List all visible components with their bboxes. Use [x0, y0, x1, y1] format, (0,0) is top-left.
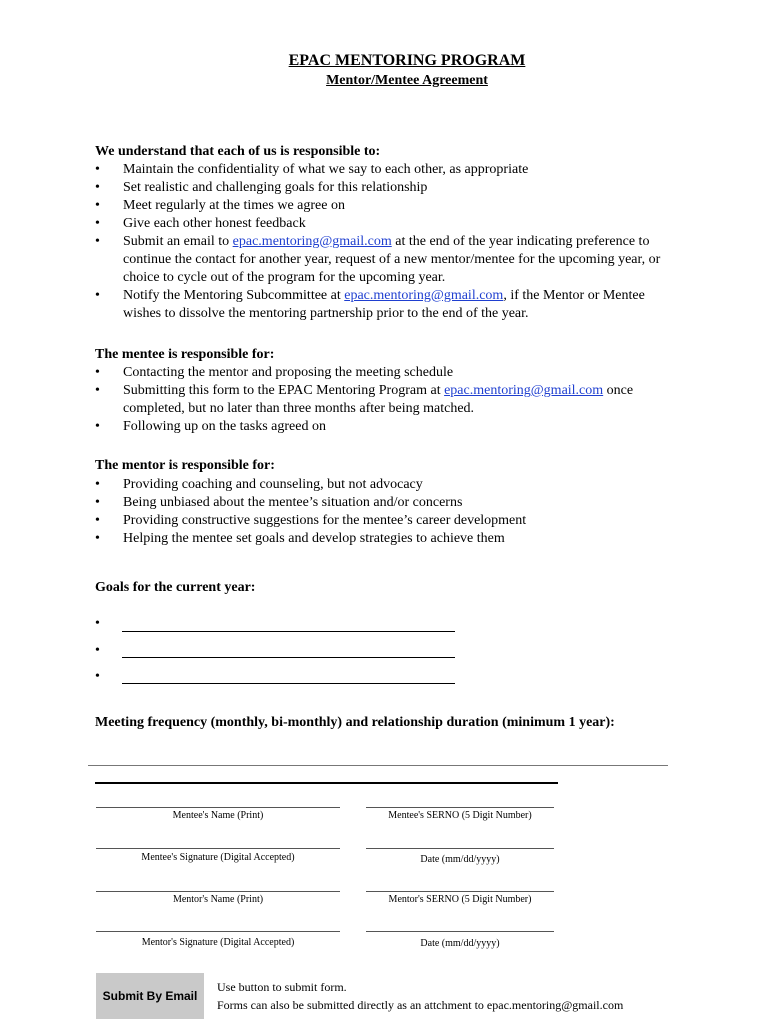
bullet-icon: • [95, 419, 100, 434]
shared-heading: We understand that each of us is responsible to: [95, 144, 381, 159]
bullet-icon: • [95, 383, 100, 398]
bullet-icon: • [95, 513, 100, 528]
mentor-heading: The mentor is responsible for: [95, 458, 275, 473]
mentee-signature-label: Mentee's Signature (Digital Accepted) [141, 852, 295, 863]
bullet-icon: • [95, 180, 100, 195]
email-link[interactable]: epac.mentoring@gmail.com [444, 383, 604, 398]
bullet-icon: • [95, 162, 100, 177]
list-item: • Maintain the confidentiality of what we say to each other, as appropriate [95, 162, 529, 177]
mentor-serno-field[interactable] [366, 891, 554, 892]
goal-bullet: • [95, 669, 100, 684]
submit-alternative-note: Forms can also be submitted directly as an attchment to epac.mentoring@gmail.com [217, 998, 624, 1012]
email-link[interactable]: epac.mentoring@gmail.com [232, 234, 392, 249]
list-item: • Set realistic and challenging goals for this relationship [95, 180, 428, 195]
goal-bullet: • [95, 616, 100, 631]
mentee-serno-label: Mentee's SERNO (5 Digit Number) [388, 810, 532, 821]
mentor-date-label: Date (mm/dd/yyyy) [420, 938, 500, 949]
mentor-serno-label: Mentor's SERNO (5 Digit Number) [388, 894, 532, 905]
submit-by-email-button[interactable]: Submit By Email [96, 973, 204, 1019]
mentee-date-field[interactable] [366, 848, 554, 849]
submit-instruction: Use button to submit form. [217, 980, 347, 994]
meeting-field[interactable] [88, 765, 668, 766]
mentee-name-label: Mentee's Name (Print) [172, 810, 264, 821]
mentor-date-field[interactable] [366, 931, 554, 932]
list-item: • Helping the mentee set goals and develop strategies to achieve them [95, 531, 505, 546]
list-item: • Submitting this form to the EPAC Mentoring Program at epac.mentoring@gmail.com once completed, but no later than three months after being matched. [95, 383, 634, 416]
document-subtitle: Mentor/Mentee Agreement [326, 73, 488, 88]
list-item: • Following up on the tasks agreed on [95, 419, 326, 434]
mentor-list [95, 476, 665, 548]
mentee-signature-field[interactable] [96, 848, 340, 849]
bullet-icon: • [95, 216, 100, 231]
mentor-signature-label: Mentor's Signature (Digital Accepted) [141, 937, 295, 948]
mentee-serno-field[interactable] [366, 807, 554, 808]
bullet-icon: • [95, 198, 100, 213]
mentee-heading: The mentee is responsible for: [95, 347, 275, 362]
mentee-list [95, 364, 665, 436]
shared-list [95, 161, 665, 323]
email-link[interactable]: epac.mentoring@gmail.com [344, 288, 504, 303]
meeting-heading: Meeting frequency (monthly, bi-monthly) and relationship duration (minimum 1 year): [95, 715, 615, 730]
section-divider [95, 782, 558, 784]
bullet-icon: • [95, 477, 100, 492]
goal-bullet: • [95, 643, 100, 658]
bullet-icon: • [95, 531, 100, 546]
bullet-icon: • [95, 288, 100, 303]
goals-heading: Goals for the current year: [95, 580, 256, 595]
list-item: • Notify the Mentoring Subcommittee at epac.mentoring@gmail.com, if the Mentor or Mentee wishes to dissolve the mentoring partnership prior to the end of the year. [95, 288, 645, 321]
list-item: • Meet regularly at the times we agree on [95, 198, 345, 213]
list-item: • Being unbiased about the mentee’s situation and/or concerns [95, 495, 463, 510]
goal-field-2[interactable] [122, 657, 455, 658]
list-item: • Submit an email to epac.mentoring@gmail.com at the end of the year indicating preference to continue the contact for another year, request of a new mentor/mentee for the upcoming year, or choice to cycle out of the program for the upcoming year. [95, 234, 661, 285]
bullet-icon: • [95, 365, 100, 380]
mentor-name-field[interactable] [96, 891, 340, 892]
mentee-name-field[interactable] [96, 807, 340, 808]
list-item: • Contacting the mentor and proposing the meeting schedule [95, 365, 454, 380]
list-item: • Give each other honest feedback [95, 216, 306, 231]
list-item: • Providing constructive suggestions for the mentee’s career development [95, 513, 527, 528]
goal-field-3[interactable] [122, 683, 455, 684]
document-title: EPAC MENTORING PROGRAM [288, 52, 526, 69]
goal-field-1[interactable] [122, 631, 455, 632]
bullet-icon: • [95, 234, 100, 249]
bullet-icon: • [95, 495, 100, 510]
mentor-signature-field[interactable] [96, 931, 340, 932]
list-item: • Providing coaching and counseling, but not advocacy [95, 477, 423, 492]
mentor-name-label: Mentor's Name (Print) [172, 894, 264, 905]
mentee-date-label: Date (mm/dd/yyyy) [420, 854, 500, 865]
